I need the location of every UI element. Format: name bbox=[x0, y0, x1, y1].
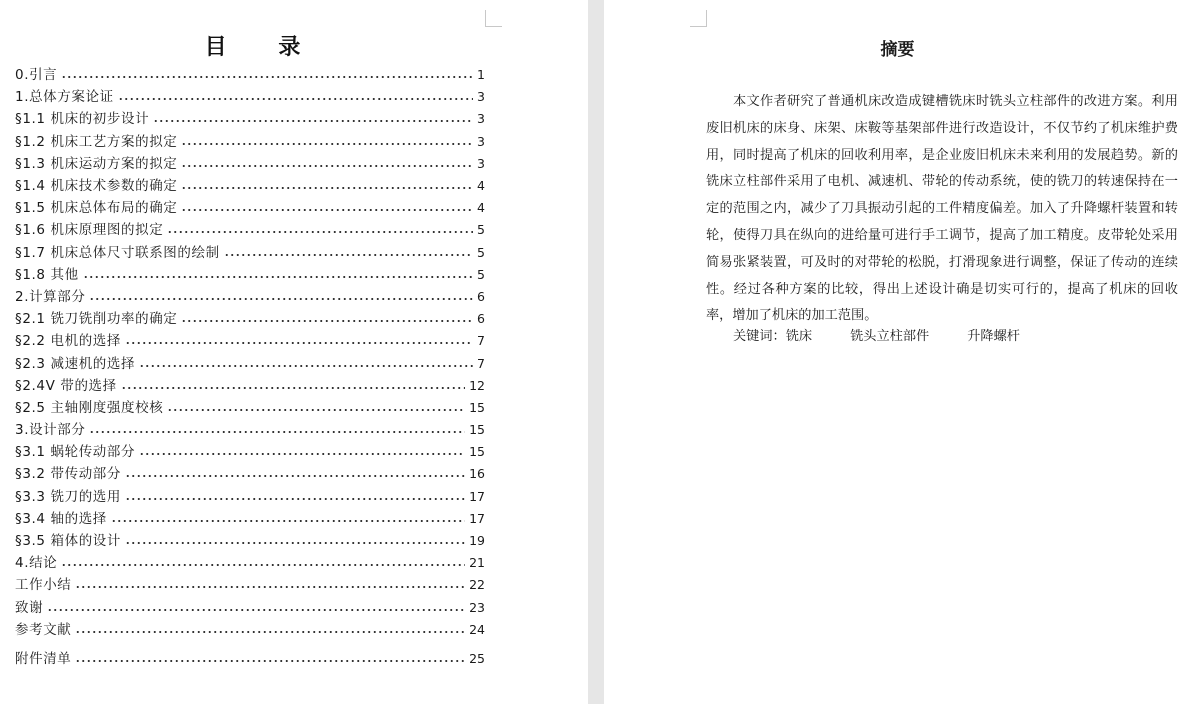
toc-entry[interactable] bbox=[15, 131, 485, 153]
toc-entry-label: §2.2 电机的选择 bbox=[15, 333, 122, 350]
toc-entry-page: 12 bbox=[469, 377, 485, 393]
toc-entry-label: §2.5 主轴刚度强度校核 bbox=[15, 399, 164, 416]
toc-entry[interactable] bbox=[15, 441, 485, 463]
toc-leader-dots bbox=[125, 463, 465, 485]
crop-mark-top-right bbox=[485, 10, 502, 27]
toc-entry-page: 5 bbox=[477, 244, 485, 260]
toc-leader-dots bbox=[125, 530, 465, 552]
toc-list bbox=[15, 64, 485, 670]
toc-entry[interactable] bbox=[15, 397, 485, 419]
page-gutter bbox=[588, 0, 604, 704]
toc-entry[interactable] bbox=[15, 264, 485, 286]
toc-entry-page: 4 bbox=[477, 200, 485, 216]
toc-entry-label: 工作小结 bbox=[15, 577, 72, 594]
toc-leader-dots bbox=[181, 131, 473, 153]
toc-entry-label: §3.2 带传动部分 bbox=[15, 466, 122, 483]
toc-entry-page: 23 bbox=[469, 599, 485, 615]
toc-entry[interactable] bbox=[15, 597, 485, 619]
toc-entry[interactable] bbox=[15, 530, 485, 552]
toc-entry[interactable] bbox=[15, 242, 485, 264]
toc-entry-page: 24 bbox=[469, 621, 485, 637]
toc-entry-label: §1.8 其他 bbox=[15, 266, 79, 283]
toc-entry-label: 参考文献 bbox=[15, 621, 72, 638]
toc-leader-dots bbox=[61, 552, 465, 574]
toc-entry-label: 致谢 bbox=[15, 599, 44, 616]
toc-entry[interactable] bbox=[15, 375, 485, 397]
toc-leader-dots bbox=[139, 441, 465, 463]
toc-entry-page: 22 bbox=[469, 577, 485, 593]
toc-entry-page: 5 bbox=[477, 266, 485, 282]
toc-entry[interactable] bbox=[15, 330, 485, 352]
toc-entry-label: §1.2 机床工艺方案的拟定 bbox=[15, 133, 178, 150]
toc-entry-page: 15 bbox=[469, 399, 485, 415]
toc-entry-label: 4.结论 bbox=[15, 555, 58, 572]
keywords-label: 关键词： bbox=[733, 329, 786, 344]
keyword: 铣头立柱部件 bbox=[850, 329, 930, 344]
toc-entry-label: §3.4 轴的选择 bbox=[15, 510, 107, 527]
toc-entry-page: 3 bbox=[477, 155, 485, 171]
toc-entry[interactable] bbox=[15, 508, 485, 530]
toc-leader-dots bbox=[75, 574, 465, 596]
toc-title: 目 录 bbox=[204, 34, 323, 60]
toc-entry-label: 1.总体方案论证 bbox=[15, 89, 114, 106]
toc-entry[interactable] bbox=[15, 648, 485, 670]
toc-entry-page: 5 bbox=[477, 222, 485, 238]
toc-entry-page: 21 bbox=[469, 555, 485, 571]
toc-entry[interactable] bbox=[15, 108, 485, 130]
toc-entry[interactable] bbox=[15, 419, 485, 441]
toc-entry-label: §2.3 减速机的选择 bbox=[15, 355, 136, 372]
keywords-line bbox=[733, 324, 1058, 350]
toc-entry-page: 15 bbox=[469, 444, 485, 460]
toc-entry-label: 附件清单 bbox=[15, 650, 72, 667]
toc-leader-dots bbox=[111, 508, 465, 530]
toc-entry-label: §3.5 箱体的设计 bbox=[15, 533, 122, 550]
toc-leader-dots bbox=[47, 597, 465, 619]
toc-entry-label: §3.1 蜗轮传动部分 bbox=[15, 444, 136, 461]
toc-entry-label: 3.设计部分 bbox=[15, 422, 86, 439]
toc-leader-dots bbox=[89, 286, 473, 308]
toc-entry[interactable] bbox=[15, 463, 485, 485]
toc-leader-dots bbox=[167, 397, 465, 419]
crop-mark-top-left bbox=[690, 10, 707, 27]
toc-entry[interactable] bbox=[15, 486, 485, 508]
toc-leader-dots bbox=[89, 419, 465, 441]
toc-entry-label: 0.引言 bbox=[15, 67, 58, 84]
toc-entry-label: §1.4 机床技术参数的确定 bbox=[15, 178, 178, 195]
toc-leader-dots bbox=[125, 486, 465, 508]
toc-leader-dots bbox=[153, 108, 473, 130]
toc-entry-label: §1.6 机床原理图的拟定 bbox=[15, 222, 164, 239]
toc-entry[interactable] bbox=[15, 619, 485, 641]
toc-leader-dots bbox=[181, 197, 473, 219]
toc-entry-page: 1 bbox=[477, 67, 485, 83]
toc-entry-label: §3.3 铣刀的选用 bbox=[15, 488, 122, 505]
toc-entry-page: 6 bbox=[477, 311, 485, 327]
toc-entry-page: 19 bbox=[469, 533, 485, 549]
toc-entry-page: 7 bbox=[477, 333, 485, 349]
toc-entry-label: §1.3 机床运动方案的拟定 bbox=[15, 155, 178, 172]
toc-leader-dots bbox=[139, 353, 473, 375]
toc-leader-dots bbox=[167, 219, 473, 241]
toc-entry[interactable] bbox=[15, 86, 485, 108]
toc-entry[interactable] bbox=[15, 308, 485, 330]
toc-leader-dots bbox=[125, 330, 473, 352]
abstract-body: 本文作者研究了普通机床改造成键槽铣床时铣头立柱部件的改进方案。利用废旧机床的床身、床架、床鞍等基架部件进行改造设计，不仅节约了机床维护费用，同时提高了机床的回收利用率，是企业废旧机床未来利用的发展趋势。新的铣床立柱部件采用了电机、减速机、带轮的传动系统，使的铣刀的转速保持在一定的范围之内，减少了刀具振动引起的工件精度偏差。加入了升降螺杆装置和转轮，使得刀具在纵向的进给量可进行手工调节，提高了加工精度。皮带轮处采用简易张紧装置，可及时的对带轮的松脱，打滑现象进行调整，保证了传动的连续性。经过各种方案的比较，得出上述设计确是切实可行的，提高了机床的回收率，增加了机床的加工范围。 bbox=[706, 93, 1178, 323]
toc-leader-dots bbox=[181, 153, 473, 175]
toc-leader-dots bbox=[224, 242, 473, 264]
toc-entry-page: 3 bbox=[477, 111, 485, 127]
toc-entry[interactable] bbox=[15, 175, 485, 197]
toc-entry[interactable] bbox=[15, 64, 485, 86]
toc-entry-page: 6 bbox=[477, 288, 485, 304]
toc-leader-dots bbox=[181, 308, 473, 330]
keyword: 升降螺杆 bbox=[967, 329, 1020, 344]
toc-entry-label: §1.7 机床总体尺寸联系图的绘制 bbox=[15, 244, 220, 261]
toc-entry-page: 3 bbox=[477, 133, 485, 149]
toc-entry-label: 2.计算部分 bbox=[15, 288, 86, 305]
toc-leader-dots bbox=[121, 375, 465, 397]
toc-entry-page: 17 bbox=[469, 488, 485, 504]
toc-entry-page: 15 bbox=[469, 422, 485, 438]
toc-entry[interactable] bbox=[15, 197, 485, 219]
abstract-title: 摘要 bbox=[880, 40, 915, 60]
toc-entry-page: 3 bbox=[477, 89, 485, 105]
toc-entry-page: 25 bbox=[469, 650, 485, 666]
toc-leader-dots bbox=[75, 648, 465, 670]
toc-leader-dots bbox=[181, 175, 473, 197]
toc-leader-dots bbox=[75, 619, 465, 641]
toc-leader-dots bbox=[118, 86, 473, 108]
toc-entry-label: §1.5 机床总体布局的确定 bbox=[15, 200, 178, 217]
toc-entry[interactable] bbox=[15, 286, 485, 308]
toc-entry[interactable] bbox=[15, 153, 485, 175]
toc-entry-label: §2.1 铣刀铣削功率的确定 bbox=[15, 311, 178, 328]
toc-entry-label: §1.1 机床的初步设计 bbox=[15, 111, 150, 128]
toc-entry-page: 7 bbox=[477, 355, 485, 371]
toc-entry[interactable] bbox=[15, 574, 485, 596]
toc-entry[interactable] bbox=[15, 352, 485, 374]
keyword: 铣床 bbox=[785, 329, 813, 344]
toc-leader-dots bbox=[61, 64, 473, 86]
toc-entry[interactable] bbox=[15, 219, 485, 241]
toc-entry-page: 4 bbox=[477, 178, 485, 194]
toc-leader-dots bbox=[83, 264, 473, 286]
toc-entry-page: 17 bbox=[469, 510, 485, 526]
toc-entry[interactable] bbox=[15, 552, 485, 574]
toc-entry-page: 16 bbox=[469, 466, 485, 482]
toc-entry-label: §2.4V 带的选择 bbox=[15, 377, 117, 394]
